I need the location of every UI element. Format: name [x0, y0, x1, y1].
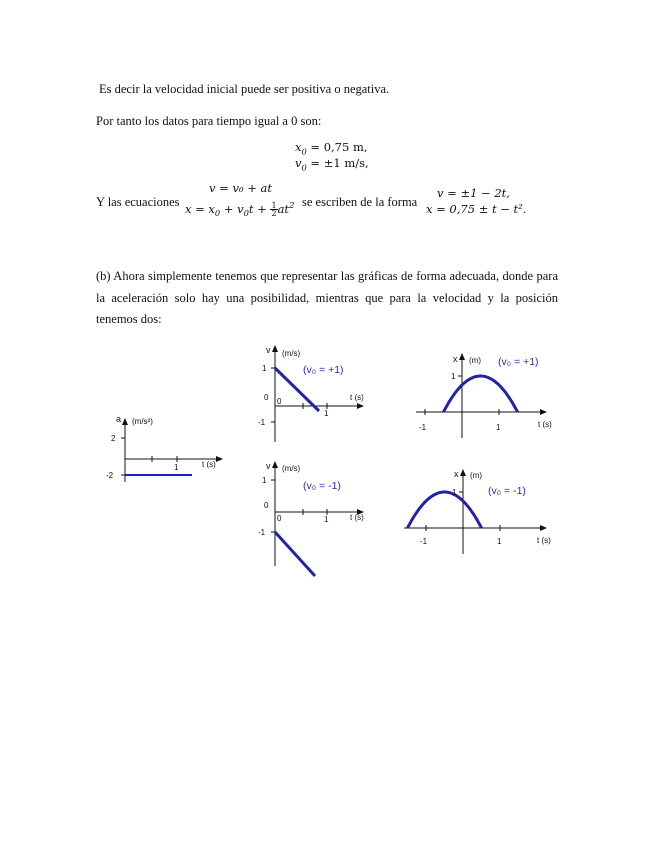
x2-annotation: (v₀ = -1) — [488, 485, 526, 497]
a-xlabel: t (s) — [202, 460, 216, 469]
x2-ylabel: x — [454, 469, 459, 479]
velocity-equation-specific: v = ±1 − 2t, — [437, 186, 510, 200]
position-equation-specific: x = 0,75 ± t − t². — [426, 202, 527, 216]
v2-ytick-neg1: -1 — [258, 528, 266, 537]
v2-xlabel: t (s) — [350, 513, 364, 522]
equations-intro: Y las ecuaciones — [96, 195, 180, 209]
x2-xtick-neg1: -1 — [420, 537, 428, 546]
v1-ytick-1: 1 — [262, 364, 267, 373]
v1-ytick-neg1: -1 — [258, 418, 266, 427]
x2-xlabel: t (s) — [537, 536, 551, 545]
v1-ytick-0: 0 — [264, 393, 269, 402]
v2-ytick-0: 0 — [264, 501, 269, 510]
v1-xtick-0: 0 — [277, 397, 282, 406]
velocity-negative-graph — [255, 458, 375, 578]
v1-xtick-1: 1 — [324, 409, 329, 418]
v2-y-arrow-icon — [272, 461, 278, 468]
a-ylabel: a — [116, 414, 122, 424]
position-positive-graph — [410, 350, 570, 440]
a-xtick-1: 1 — [174, 463, 179, 472]
intro-sentence: Es decir la velocidad inicial puede ser positiva o negativa. — [99, 82, 390, 96]
x2-ytick-1: 1 — [452, 488, 457, 497]
x1-xlabel: t (s) — [538, 420, 552, 429]
acceleration-graph — [100, 410, 240, 490]
v2-data-line — [275, 532, 315, 576]
part-b-paragraph: (b) Ahora simplemente tenemos que representar las gráficas de forma adecuada, donde para la aceleración solo hay una posibilidad, mientras que para la velocidad y la posición tenemos dos: — [96, 269, 558, 326]
a-y-arrow-icon — [122, 418, 128, 425]
x2-xtick-1: 1 — [497, 537, 502, 546]
x1-y-arrow-icon — [459, 353, 465, 360]
v2-xtick-0: 0 — [277, 514, 282, 523]
v2-xtick-1: 1 — [324, 515, 329, 524]
position-equation-general: $x = x_0 + v_0t$ + $\frac{1}{2}$ $at^2$ — [185, 200, 295, 219]
a-ytick-neg2: -2 — [106, 471, 114, 480]
velocity-equation-general: v = v₀ + at — [209, 181, 272, 195]
x1-xtick-neg1: -1 — [419, 423, 427, 432]
x1-ytick-1: 1 — [451, 372, 456, 381]
a-x-arrow-icon — [216, 456, 223, 462]
v1-yunit: (m/s) — [282, 349, 301, 358]
data-intro-sentence: Por tanto los datos para tiempo igual a 0 son: — [96, 114, 322, 128]
v2-yunit: (m/s) — [282, 464, 301, 473]
velocity-positive-graph — [255, 342, 375, 442]
x1-x-arrow-icon — [540, 409, 547, 415]
v0-equation: $v_0 = \pm 1$ m/s, — [295, 156, 369, 173]
x2-data-curve — [408, 492, 482, 528]
x2-x-arrow-icon — [540, 525, 547, 531]
position-negative-graph — [400, 466, 570, 566]
a-ytick-2: 2 — [111, 434, 116, 443]
x1-xtick-1: 1 — [496, 423, 501, 432]
x1-yunit: (m) — [469, 356, 481, 365]
v1-x-arrow-icon — [357, 403, 364, 409]
x2-yunit: (m) — [470, 471, 482, 480]
v1-y-arrow-icon — [272, 345, 278, 352]
equations-mid-text: se escriben de la forma — [302, 195, 418, 209]
x2-y-arrow-icon — [460, 469, 466, 476]
x1-annotation: (v₀ = +1) — [498, 356, 539, 368]
v1-annotation: (v₀ = +1) — [303, 364, 344, 376]
a-yunit: (m/s²) — [132, 417, 153, 426]
v1-xlabel: t (s) — [350, 393, 364, 402]
x1-data-curve — [444, 376, 518, 412]
v2-ylabel: v — [266, 461, 271, 471]
x0-equation: $x_0 = 0,75$ m, — [295, 140, 368, 157]
v1-ylabel: v — [266, 345, 271, 355]
x1-ylabel: x — [453, 354, 458, 364]
v2-ytick-1: 1 — [262, 476, 267, 485]
v2-annotation: (v₀ = -1) — [303, 480, 341, 492]
